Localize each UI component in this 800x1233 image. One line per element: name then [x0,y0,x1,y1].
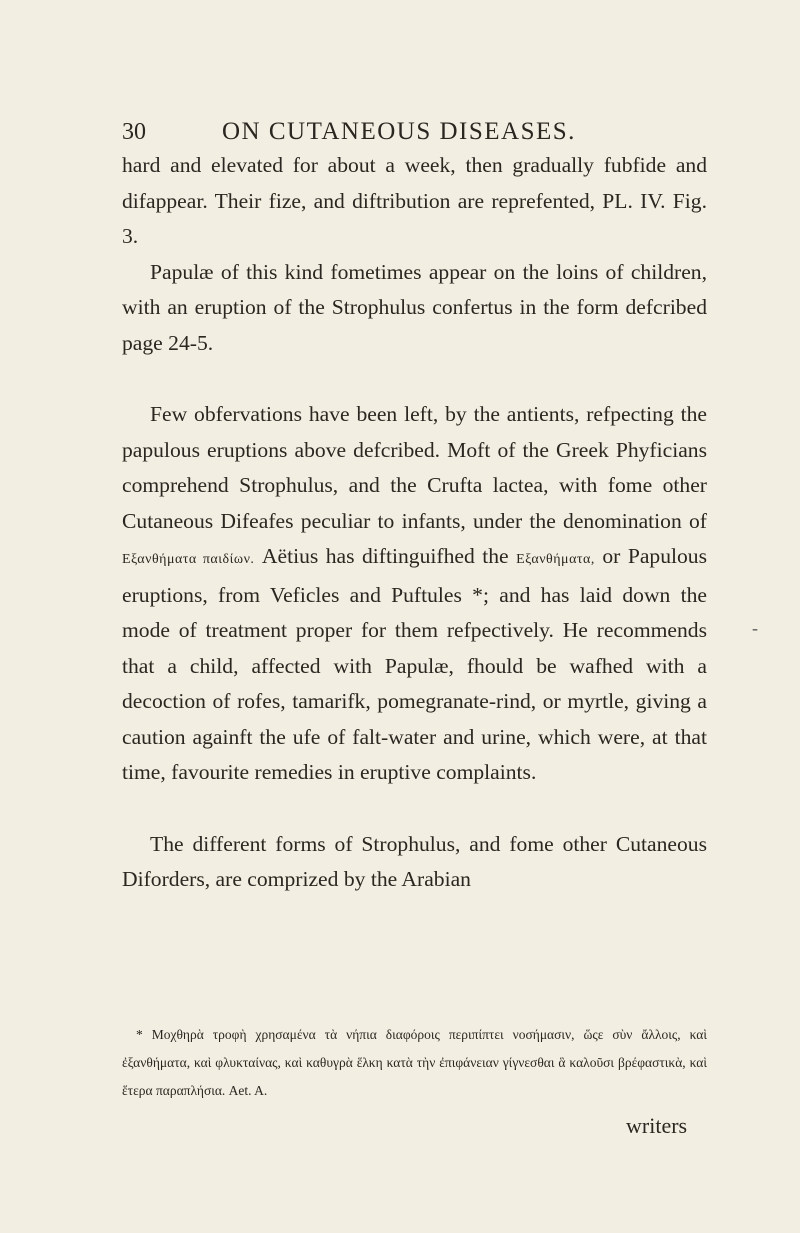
running-head: ON CUTANEOUS DISEASES. [222,118,576,145]
paragraph-3 [122,397,707,791]
paragraph-1: hard and elevated for about a week, then gradually fubfide and difappear. Their fize, and diftribution are reprefented, PL. IV. Fig. 3. [122,153,707,248]
footnote: * Μοχθηρὰ τροφὴ χρησαμένα τὰ νήπια διαφόροις περιπίπτει νοσήμασιν, ὥςε σὺν ἄλλοις, καὶ ἐξανθήματα, καὶ φλυκταίνας, καὶ καθυγρὰ ἕλκη κατὰ τὴν ἐπιφάνειαν γίγνεσθαι ἃ καλοῦσι βρέφαστικὰ, καὶ ἕτερα παραπλήσια. Aet. A. [122,1027,707,1098]
paragraph-3-text-3: or Papulous eruptions, from Veficles and Puftules *; and has laid down the mode of treatment proper for them refpectively. He recommends that a child, affected with Papulæ, fhould be wafhed with a decoction of rofes, tamarifk, pomegranate-rind, or myrtle, giving a caution againft the ufe of falt-water and urine, which were, at that time, favourite remedies in eruptive complaints. [122,544,708,784]
paragraph-3-text-2: Aëtius has diftinguifhed the [261,544,509,568]
paragraph-gap [122,791,707,827]
paragraph-4: The different forms of Strophulus, and fome other Cutaneous Diforders, are comprized by the Arabian [122,831,707,891]
paragraph-gap [122,361,707,397]
catchword: writers [626,1113,688,1138]
paragraph-3-text-1: Few obfervations have been left, by the antients, refpecting the papulous eruptions above defcribed. Moft of the Greek Phyficians comprehend Strophulus, and the Crufta lactea, with fome other Cutaneous Difeafes peculiar to infants, under the denomination of [122,402,707,533]
greek-term-1: Εξανθήματα παιδίων. [122,552,255,567]
greek-term-2: Εξανθήματα, [516,552,595,567]
page-header [122,118,702,146]
body-text [122,148,707,898]
paragraph-2: Papulæ of this kind fometimes appear on the loins of children, with an eruption of the Strophulus confertus in the form defcribed page 24-5. [122,259,707,355]
page-number: 30 [122,119,146,145]
margin-mark: - [752,618,758,638]
